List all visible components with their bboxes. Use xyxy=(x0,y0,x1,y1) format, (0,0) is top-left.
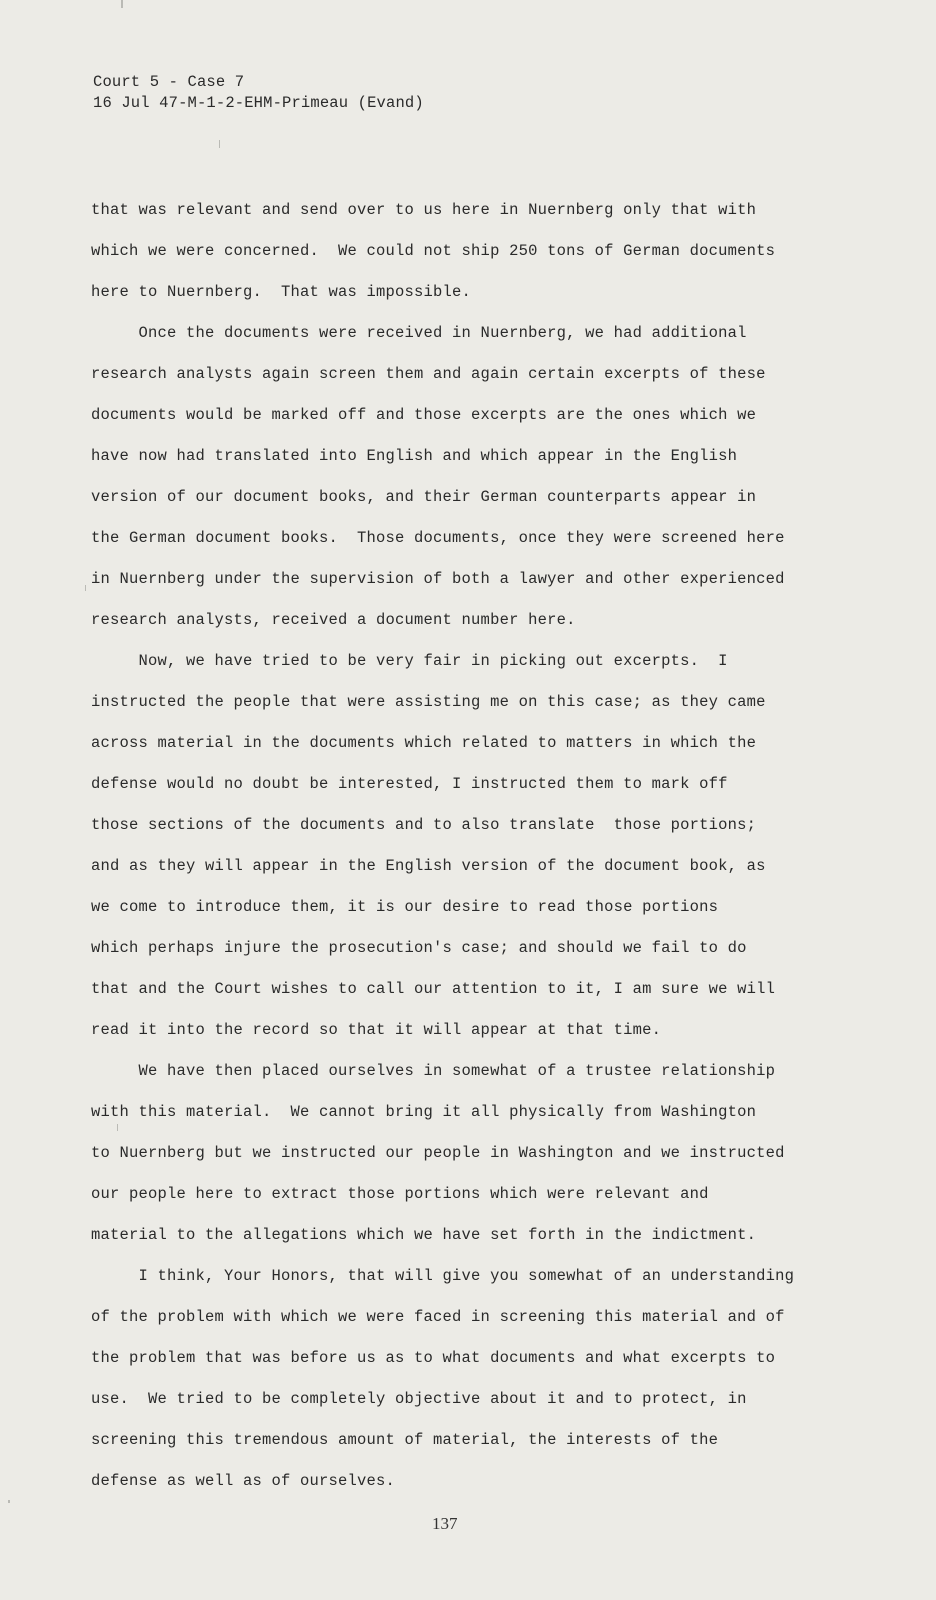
text-line: version of our document books, and their German counterparts appear in xyxy=(91,488,757,506)
transcript-body xyxy=(91,193,851,1505)
text-line: Once the documents were received in Nuernberg, we had additional xyxy=(91,324,747,342)
text-line: defense as well as of ourselves. xyxy=(91,1472,396,1490)
text-line: which we were concerned. We could not ship 250 tons of German documents xyxy=(91,242,776,260)
text-line: We have then placed ourselves in somewhat of a trustee relationship xyxy=(91,1062,776,1080)
text-line: which perhaps injure the prosecution's case; and should we fail to do xyxy=(91,939,747,957)
text-line: we come to introduce them, it is our desire to read those portions xyxy=(91,898,719,916)
text-line: those sections of the documents and to also translate those portions; xyxy=(91,816,757,834)
text-line: read it into the record so that it will appear at that time. xyxy=(91,1021,662,1039)
text-line: research analysts, received a document number here. xyxy=(91,611,576,629)
text-line: research analysts again screen them and again certain excerpts of these xyxy=(91,365,766,383)
paper-speck xyxy=(8,1500,10,1503)
text-line: our people here to extract those portions which were relevant and xyxy=(91,1185,709,1203)
text-line: use. We tried to be completely objective about it and to protect, in xyxy=(91,1390,747,1408)
paper-speck xyxy=(85,585,86,591)
text-line: that and the Court wishes to call our attention to it, I am sure we will xyxy=(91,980,776,998)
text-line: Now, we have tried to be very fair in picking out excerpts. I xyxy=(91,652,728,670)
paper-speck xyxy=(117,1124,118,1131)
text-line: and as they will appear in the English version of the document book, as xyxy=(91,857,766,875)
text-line: documents would be marked off and those excerpts are the ones which we xyxy=(91,406,757,424)
text-line: the German document books. Those documents, once they were screened here xyxy=(91,529,785,547)
text-line: with this material. We cannot bring it all physically from Washington xyxy=(91,1103,757,1121)
header-court-case: Court 5 - Case 7 xyxy=(93,73,245,91)
text-line: here to Nuernberg. That was impossible. xyxy=(91,283,472,301)
header-session-info: 16 Jul 47-M-1-2-EHM-Primeau (Evand) xyxy=(93,94,424,112)
paper-speck xyxy=(121,0,123,8)
text-line: have now had translated into English and which appear in the English xyxy=(91,447,738,465)
text-line: instructed the people that were assisting me on this case; as they came xyxy=(91,693,766,711)
text-line: across material in the documents which related to matters in which the xyxy=(91,734,757,752)
text-line: of the problem with which we were faced in screening this material and of xyxy=(91,1308,785,1326)
paper-speck xyxy=(219,140,220,148)
text-line: defense would no doubt be interested, I instructed them to mark off xyxy=(91,775,728,793)
page-number: 137 xyxy=(432,1514,458,1533)
text-line: to Nuernberg but we instructed our people in Washington and we instructed xyxy=(91,1144,785,1162)
text-line: in Nuernberg under the supervision of both a lawyer and other experienced xyxy=(91,570,785,588)
document-header xyxy=(93,72,424,114)
text-line: that was relevant and send over to us here in Nuernberg only that with xyxy=(91,201,757,219)
text-line: material to the allegations which we have set forth in the indictment. xyxy=(91,1226,757,1244)
text-line: the problem that was before us as to what documents and what excerpts to xyxy=(91,1349,776,1367)
text-line: screening this tremendous amount of material, the interests of the xyxy=(91,1431,719,1449)
text-line: I think, Your Honors, that will give you somewhat of an understanding xyxy=(91,1267,795,1285)
